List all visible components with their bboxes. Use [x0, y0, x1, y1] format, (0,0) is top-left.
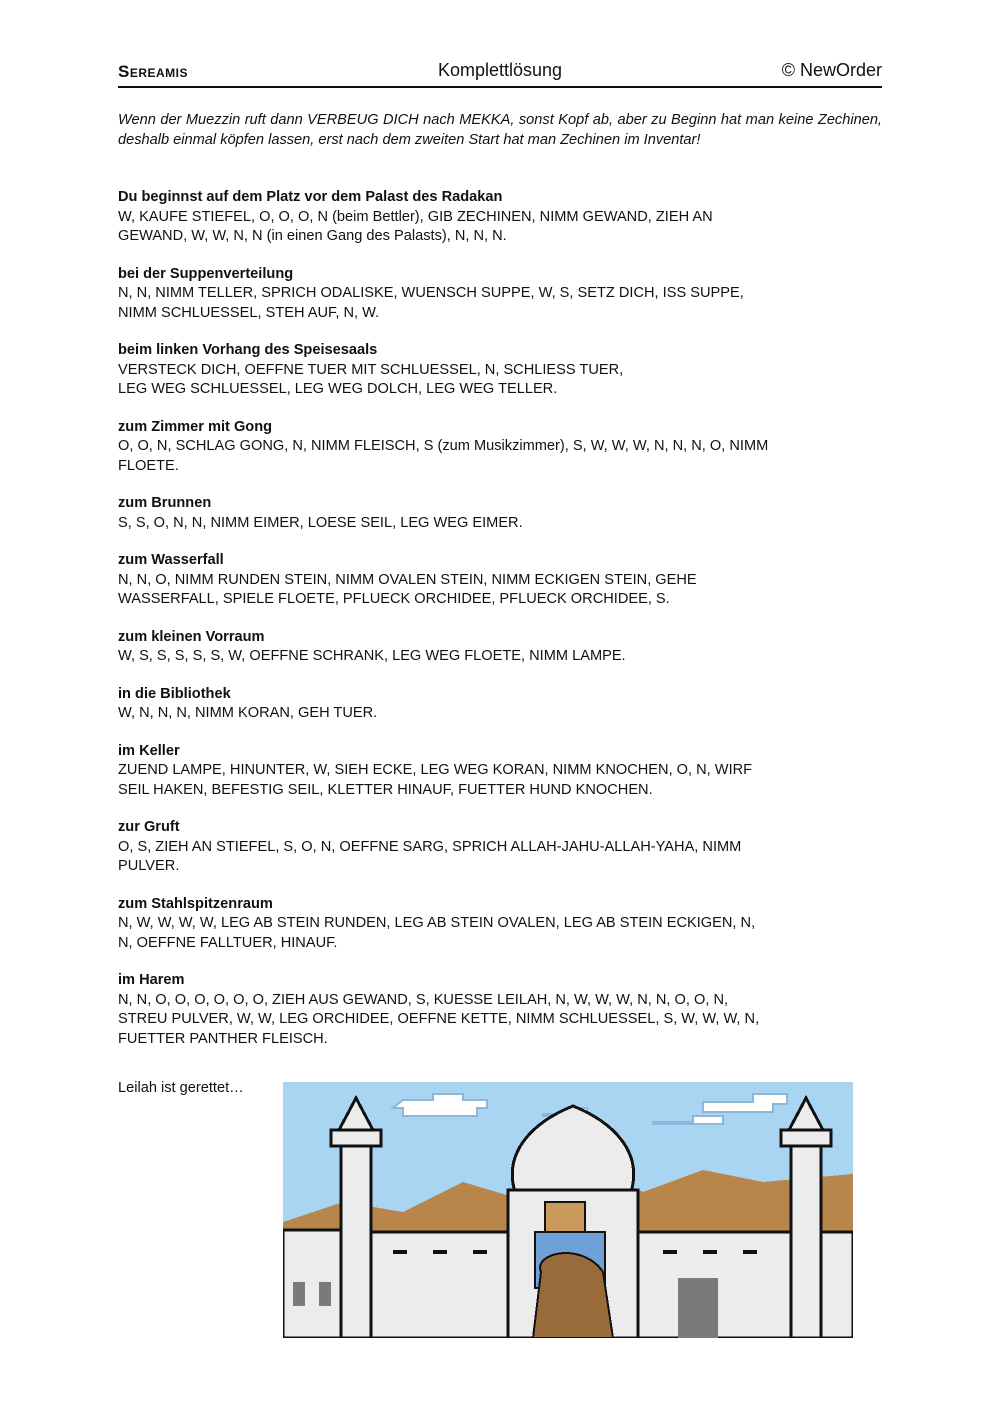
- ending-text: Leilah ist gerettet…: [118, 1080, 244, 1096]
- section-title: zum Stahlspitzenraum: [118, 895, 273, 912]
- walkthrough-section: [118, 265, 882, 324]
- walkthrough-section: [118, 895, 882, 954]
- section-instruction-line: WASSERFALL, SPIELE FLOETE, PFLUECK ORCHIDEE, PFLUECK ORCHIDEE, S.: [118, 591, 670, 607]
- section-title: zum Zimmer mit Gong: [118, 418, 273, 435]
- section-title: zum kleinen Vorraum: [118, 628, 265, 645]
- walkthrough-section: [118, 628, 882, 667]
- walkthrough-section: [118, 685, 882, 724]
- section-instruction-line: W, KAUFE STIEFEL, O, O, O, N (beim Bettler), GIB ZECHINEN, NIMM GEWAND, ZIEH AN: [118, 208, 713, 225]
- section-instruction-line: SEIL HAKEN, BEFESTIG SEIL, KLETTER HINAUF, FUETTER HUND KNOCHEN.: [118, 781, 653, 798]
- walkthrough-section: [118, 818, 882, 877]
- intro-paragraph: Wenn der Muezzin ruft dann VERBEUG DICH nach MEKKA, sonst Kopf ab, aber zu Beginn hat man keine Zechinen, deshalb einmal köpfen lassen, erst nach dem zweiten Start hat man Zechinen im Inventar!: [118, 112, 882, 148]
- section-instruction-line: GEWAND, W, W, N, N (in einen Gang des Palasts), N, N, N.: [118, 228, 507, 244]
- section-instruction-line: STREU PULVER, W, W, LEG ORCHIDEE, OEFFNE KETTE, NIMM SCHLUESSEL, S, W, W, W, N,: [118, 1011, 760, 1027]
- copyright: © NewOrder: [781, 60, 882, 80]
- section-instruction-line: LEG WEG SCHLUESSEL, LEG WEG DOLCH, LEG WEG TELLER.: [118, 381, 558, 397]
- walkthrough-section: [118, 418, 882, 477]
- walkthrough-section: [118, 742, 882, 801]
- section-instruction-line: FUETTER PANTHER FLEISCH.: [118, 1030, 328, 1047]
- section-instruction-line: S, S, O, N, N, NIMM EIMER, LOESE SEIL, LEG WEG EIMER.: [118, 514, 523, 531]
- game-screenshot-image: [283, 1082, 853, 1338]
- section-instruction-line: N, OEFFNE FALLTUER, HINAUF.: [118, 934, 338, 951]
- section-title: beim linken Vorhang des Speisesaals: [118, 342, 378, 358]
- game-title: Sereamis: [118, 62, 189, 81]
- section-instruction-line: FLOETE.: [118, 457, 179, 474]
- section-instruction-line: O, O, N, SCHLAG GONG, N, NIMM FLEISCH, S (zum Musikzimmer), S, W, W, W, N, N, N, O, NIMM: [118, 438, 769, 454]
- section-instruction-line: N, N, O, O, O, O, O, O, ZIEH AUS GEWAND, S, KUESSE LEILAH, N, W, W, W, N, N, O, O, N,: [118, 991, 729, 1008]
- walkthrough-section: [118, 494, 882, 533]
- section-title: zum Wasserfall: [118, 552, 224, 568]
- section-title: in die Bibliothek: [118, 685, 231, 702]
- document-title: Komplettlösung: [437, 60, 563, 80]
- section-instruction-line: NIMM SCHLUESSEL, STEH AUF, N, W.: [118, 304, 380, 321]
- walkthrough-section: [118, 551, 882, 610]
- section-instruction-line: VERSTECK DICH, OEFFNE TUER MIT SCHLUESSEL, N, SCHLIESS TUER,: [118, 361, 624, 378]
- section-title: zum Brunnen: [118, 495, 212, 511]
- walkthrough-section: [118, 971, 882, 1049]
- section-instruction-line: ZUEND LAMPE, HINUNTER, W, SIEH ECKE, LEG WEG KORAN, NIMM KNOCHEN, O, N, WIRF: [118, 762, 753, 778]
- walkthrough-section: [118, 341, 882, 400]
- section-title: zur Gruft: [118, 819, 180, 835]
- section-instruction-line: N, W, W, W, W, LEG AB STEIN RUNDEN, LEG AB STEIN OVALEN, LEG AB STEIN ECKIGEN, N,: [118, 915, 756, 931]
- page-header: [118, 58, 882, 88]
- section-instruction-line: N, N, NIMM TELLER, SPRICH ODALISKE, WUENSCH SUPPE, W, S, SETZ DICH, ISS SUPPE,: [118, 285, 744, 301]
- section-title: bei der Suppenverteilung: [118, 265, 294, 282]
- section-instruction-line: N, N, O, NIMM RUNDEN STEIN, NIMM OVALEN STEIN, NIMM ECKIGEN STEIN, GEHE: [118, 571, 697, 588]
- walkthrough-sections: [118, 188, 882, 1067]
- section-instruction-line: W, S, S, S, S, S, W, OEFFNE SCHRANK, LEG WEG FLOETE, NIMM LAMPE.: [118, 648, 626, 664]
- section-title: Du beginnst auf dem Platz vor dem Palast des Radakan: [118, 189, 503, 205]
- section-instruction-line: PULVER.: [118, 858, 180, 874]
- section-title: im Keller: [118, 742, 180, 759]
- section-instruction-line: O, S, ZIEH AN STIEFEL, S, O, N, OEFFNE SARG, SPRICH ALLAH-JAHU-ALLAH-YAHA, NIMM: [118, 838, 742, 855]
- walkthrough-section: [118, 188, 882, 247]
- section-title: im Harem: [118, 972, 185, 988]
- section-instruction-line: W, N, N, N, NIMM KORAN, GEH TUER.: [118, 705, 378, 721]
